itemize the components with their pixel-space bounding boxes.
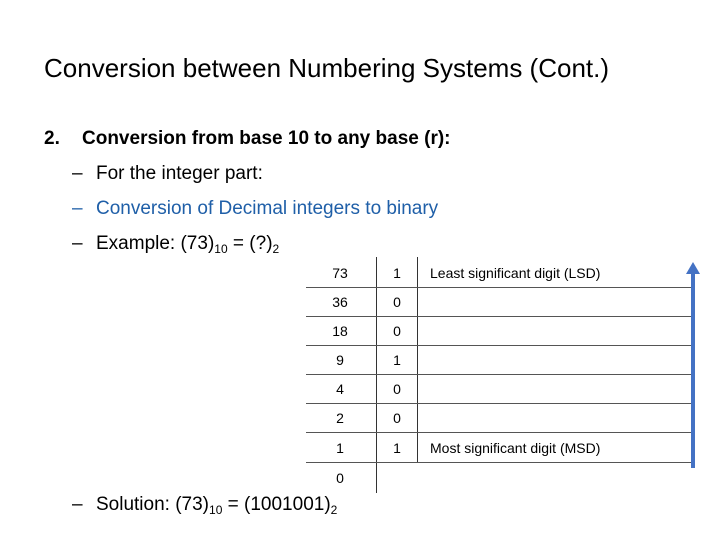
table-row <box>306 464 693 493</box>
table-row <box>306 404 693 433</box>
quotient-cell: 0 <box>336 470 344 486</box>
up-arrow-icon <box>686 262 700 468</box>
bullet-text <box>96 492 337 518</box>
remainder-cell: 1 <box>393 440 401 456</box>
table-row <box>306 288 693 317</box>
remainder-cell: 0 <box>393 294 401 310</box>
quotient-cell: 36 <box>332 294 348 310</box>
table-row <box>306 259 693 288</box>
bullet-dash: – <box>72 198 83 219</box>
subscript-base2: 2 <box>330 503 338 517</box>
item-number: 2. <box>44 128 60 149</box>
subscript-base10: 10 <box>209 503 223 517</box>
digit-note: Least significant digit (LSD) <box>430 265 601 281</box>
example-mid: = (?) <box>227 233 273 254</box>
bullet-text <box>96 231 279 257</box>
bullet-dash: – <box>72 494 83 515</box>
remainder-cell: 1 <box>393 265 401 281</box>
solution-mid: = (1001001) <box>222 494 331 515</box>
division-table <box>306 257 693 493</box>
remainder-cell: 0 <box>393 381 401 397</box>
quotient-cell: 73 <box>332 265 348 281</box>
table-row <box>306 434 693 463</box>
subscript-base2: 2 <box>272 242 280 256</box>
bullet-text: For the integer part: <box>96 163 263 184</box>
quotient-cell: 2 <box>336 410 344 426</box>
table-row <box>306 346 693 375</box>
bullet-text: Conversion of Decimal integers to binary <box>96 198 439 219</box>
slide-title: Conversion between Numbering Systems (Cont.) <box>44 53 610 83</box>
solution-text: Solution: (73) <box>96 494 210 515</box>
bullet-dash: – <box>72 233 83 254</box>
remainder-cell: 0 <box>393 410 401 426</box>
item-heading: Conversion from base 10 to any base (r): <box>82 128 451 149</box>
quotient-cell: 1 <box>336 440 344 456</box>
digit-note: Most significant digit (MSD) <box>430 440 601 456</box>
subscript-base10: 10 <box>214 242 228 256</box>
arrow-shaft <box>691 272 695 468</box>
bullet-dash: – <box>72 163 83 184</box>
example-text: Example: (73) <box>96 233 215 254</box>
table-row <box>306 375 693 404</box>
quotient-cell: 4 <box>336 381 344 397</box>
quotient-cell: 18 <box>332 323 348 339</box>
table-row <box>306 317 693 346</box>
remainder-cell: 0 <box>393 323 401 339</box>
arrow-head <box>686 262 700 274</box>
quotient-cell: 9 <box>336 352 344 368</box>
remainder-cell: 1 <box>393 352 401 368</box>
